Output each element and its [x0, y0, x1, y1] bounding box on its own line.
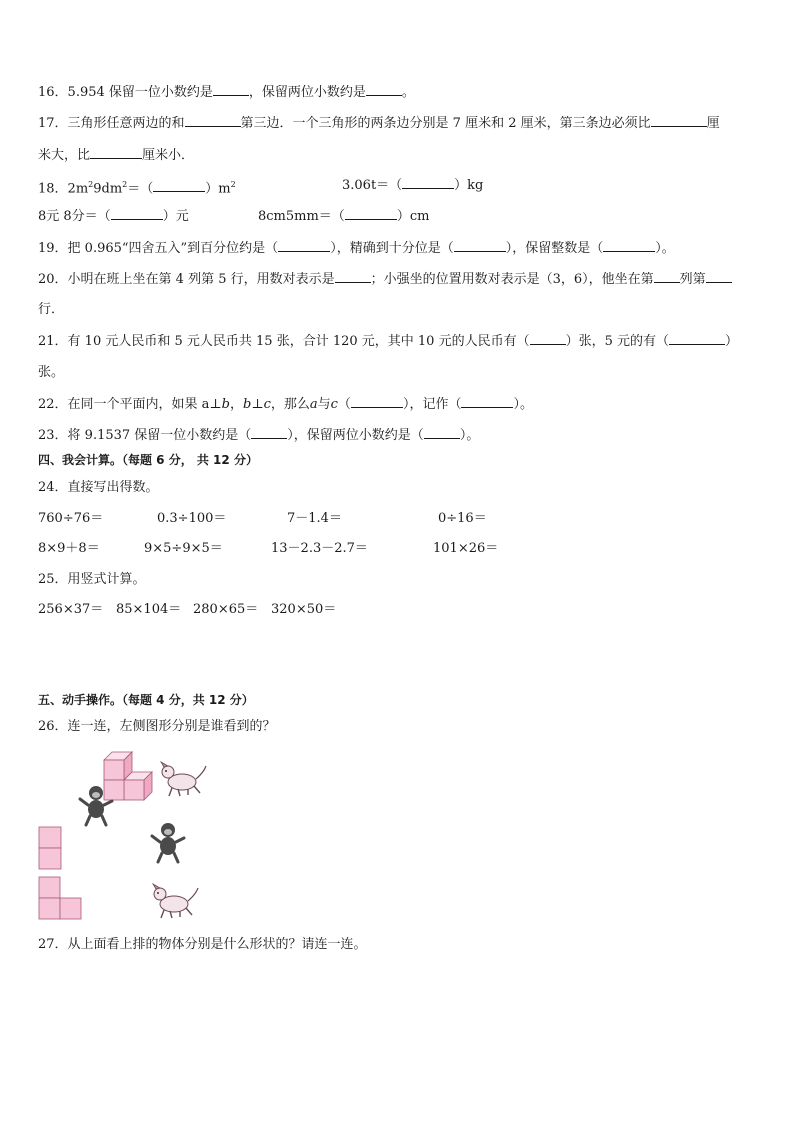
dog-icon — [158, 762, 208, 798]
q22-var-a: a — [309, 397, 318, 412]
q18-blank-4[interactable] — [345, 207, 397, 220]
q22-var-c: c — [330, 397, 338, 412]
q17-text-c: 厘 — [706, 116, 720, 131]
view-shape-column — [38, 826, 64, 870]
q19-text-c: ），保留整数是（ — [505, 241, 604, 256]
q18-text: 8元 8分＝（ — [38, 209, 111, 224]
q18-text: ＝（ — [127, 181, 154, 197]
question-17 — [38, 114, 720, 133]
q20-text-d: 行． — [38, 302, 65, 317]
q17-text-d: 米大，比 — [38, 148, 91, 163]
question-18-row1-right — [342, 176, 483, 195]
q22-blank-1[interactable] — [351, 395, 403, 408]
q17-blank-2[interactable] — [651, 114, 707, 127]
q20-blank-2[interactable] — [654, 270, 680, 283]
q18-blank-2[interactable] — [402, 176, 454, 189]
q19-text-d: ）。 — [655, 241, 675, 256]
q20-blank-3[interactable] — [706, 270, 732, 283]
q22-blank-2[interactable] — [461, 395, 513, 408]
q22-text: ）。 — [513, 397, 533, 412]
question-20-cont — [38, 301, 64, 319]
q21-text-c: ） — [724, 334, 738, 349]
view-shape-l — [38, 876, 84, 920]
q25-item: 256×37＝ — [38, 602, 104, 617]
monkey-icon — [150, 822, 186, 866]
q23-text-b: ），保留两位小数约是（ — [287, 428, 424, 443]
q16-text-b: ，保留两位小数约是 — [248, 85, 366, 100]
question-24-title: 24．直接写出得数。 — [38, 480, 159, 495]
q16-blank-1[interactable] — [213, 83, 249, 96]
monkey-icon — [78, 785, 114, 829]
q19-text-b: ），精确到十分位是（ — [330, 241, 454, 256]
q18-blank-1[interactable] — [153, 179, 205, 192]
q24-item: 0÷16＝ — [438, 511, 487, 526]
q18-text: 9dm — [93, 181, 123, 197]
q16-text-c: 。 — [401, 85, 415, 100]
q16-blank-2[interactable] — [366, 83, 402, 96]
q22-var-b: b — [243, 397, 252, 412]
q24-item: 7－1.4＝ — [287, 511, 342, 526]
q23-blank-2[interactable] — [424, 426, 460, 439]
q24-item: 9×5÷9×5＝ — [144, 541, 223, 556]
q23-text-a: 23．将 9.1537 保留一位小数约是（ — [38, 428, 252, 443]
q17-text-e: 厘米小． — [142, 148, 195, 163]
q22-text: 与 — [317, 397, 331, 412]
question-20 — [38, 270, 732, 289]
q24-item: 101×26＝ — [433, 541, 499, 556]
q21-text-d: 张。 — [38, 365, 65, 380]
q24-item: 760÷76＝ — [38, 511, 104, 526]
question-18-row2-right — [258, 207, 429, 226]
q18-text: ）m — [205, 181, 231, 197]
q18-text: 8cm5mm＝（ — [258, 209, 345, 224]
q22-text: ），记作（ — [402, 397, 462, 412]
q24-item: 13－2.3－2.7＝ — [271, 541, 368, 556]
q21-blank-1[interactable] — [530, 332, 566, 345]
q18-sup: 2 — [230, 180, 236, 189]
question-27: 27．从上面看上排的物体分别是什么形状的？请连一连。 — [38, 937, 367, 952]
q25-item: 320×50＝ — [271, 602, 337, 617]
q19-blank-1[interactable] — [278, 239, 330, 252]
question-19 — [38, 239, 675, 258]
q24-item: 0.3÷100＝ — [157, 511, 227, 526]
q23-text-c: ）。 — [459, 428, 480, 443]
question-22 — [38, 395, 533, 414]
q20-text-c: 列第 — [679, 272, 706, 287]
q18-text: ）元 — [162, 209, 189, 224]
q21-blank-2[interactable] — [669, 332, 725, 345]
q25-item: 280×65＝ — [193, 602, 259, 617]
q19-blank-2[interactable] — [454, 239, 506, 252]
section-4-heading: 四、我会计算。（每题 6 分， 共 12 分） — [38, 453, 258, 467]
q19-blank-3[interactable] — [603, 239, 655, 252]
question-17-cont — [38, 146, 194, 165]
q18-text: ）cm — [396, 209, 430, 224]
question-21-cont — [38, 364, 64, 382]
q23-blank-1[interactable] — [251, 426, 287, 439]
q17-blank-3[interactable] — [90, 146, 142, 159]
question-21 — [38, 332, 738, 351]
q20-text-a: 20．小明在班上坐在第 4 列第 5 行，用数对表示是 — [38, 272, 335, 287]
q22-text: （ — [337, 397, 351, 412]
q17-blank-1[interactable] — [185, 114, 241, 127]
q22-var-c: c — [263, 397, 271, 412]
q21-text-b: ）张，5 元的有（ — [565, 334, 669, 349]
q25-item: 85×104＝ — [116, 602, 182, 617]
question-18-row2 — [38, 207, 189, 226]
q19-text-a: 19．把 0.965“四舍五入”到百分位约是（ — [38, 241, 279, 256]
dog-icon — [150, 884, 200, 920]
q18-text: ）kg — [454, 178, 484, 193]
question-16 — [38, 83, 415, 102]
question-23 — [38, 426, 479, 445]
q22-text: ，那么 — [270, 397, 310, 412]
q16-text-a: 16．5.954 保留一位小数约是 — [38, 85, 213, 100]
q20-text-b: ；小强坐的位置用数对表示是（3，6），他坐在第 — [370, 272, 654, 287]
q22-text: ， — [229, 397, 243, 412]
question-18-row1 — [38, 176, 236, 198]
question-26: 26．连一连，左侧图形分别是谁看到的？ — [38, 719, 276, 734]
question-25-title: 25．用竖式计算。 — [38, 572, 146, 587]
section-5-heading: 五、动手操作。（每题 4 分，共 12 分） — [38, 693, 254, 707]
q18-blank-3[interactable] — [111, 207, 163, 220]
q21-text-a: 21．有 10 元人民币和 5 元人民币共 15 张，合计 120 元，其中 10 元的人民币有（ — [38, 334, 530, 349]
q18-sup: 2 — [88, 180, 94, 189]
q20-blank-1[interactable] — [335, 270, 371, 283]
q22-var-b: b — [221, 397, 230, 412]
q24-item: 8×9＋8＝ — [38, 541, 100, 556]
q17-text-b: 第三边．一个三角形的两条边分别是 7 厘米和 2 厘米，第三条边必须比 — [240, 116, 651, 131]
q17-text-a: 17．三角形任意两边的和 — [38, 116, 185, 131]
q18-sup: 2 — [122, 180, 128, 189]
q18-text: 18．2m — [38, 181, 89, 197]
q22-text: ⊥ — [251, 397, 264, 412]
q22-text: 22．在同一个平面内，如果 a⊥ — [38, 397, 222, 412]
q18-text: 3.06t＝（ — [342, 178, 403, 193]
